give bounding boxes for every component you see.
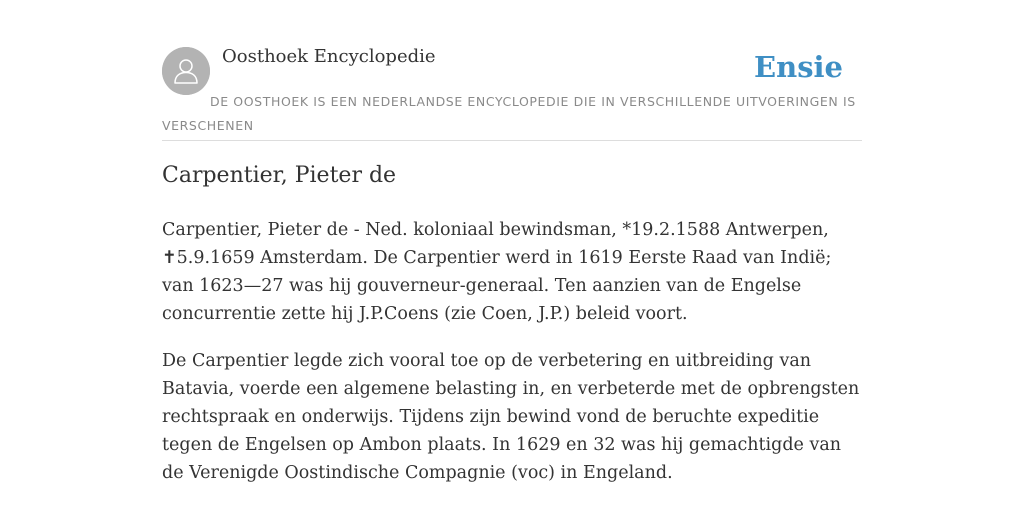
- article-title: Carpentier, Pieter de: [162, 163, 397, 188]
- article-paragraph: De Carpentier legde zich vooral toe op de verbetering en uitbreiding van Batavia, voerde een algemene belasting in, en verbeterde met de opbrengsten rechtspraak en onderwijs. Tijdens zijn bewind vond de beruchte expeditie tegen de Engelsen op Ambon plaats. In 1629 en 32 was hij gemachtigde van de Verenigde Oostindische Compagnie (voc) in Engeland.: [162, 351, 860, 483]
- article-body: [162, 216, 862, 506]
- user-icon[interactable]: [162, 47, 210, 95]
- site-name-link[interactable]: Oosthoek Encyclopedie: [222, 46, 436, 67]
- user-icon-graphic: [162, 47, 210, 95]
- header: [162, 0, 862, 141]
- article-paragraph: Carpentier, Pieter de - Ned. koloniaal bewindsman, *19.2.1588 Antwerpen, ✝5.9.1659 Amsterdam. De Carpentier werd in 1619 Eerste Raad van Indië; van 1623—27 was hij gouverneur-generaal. Ten aanzien van de Engelse concurrentie zette hij J.P.Coens (zie Coen, J.P.) beleid voort.: [162, 220, 832, 324]
- page-container: [162, 0, 862, 483]
- ensie-logo-link[interactable]: Ensie: [754, 50, 843, 84]
- site-tagline: DE OOSTHOEK IS EEN NEDERLANDSE ENCYCLOPEDIE DIE IN VERSCHILLENDE UITVOERINGEN IS VERSCHENEN: [162, 94, 856, 133]
